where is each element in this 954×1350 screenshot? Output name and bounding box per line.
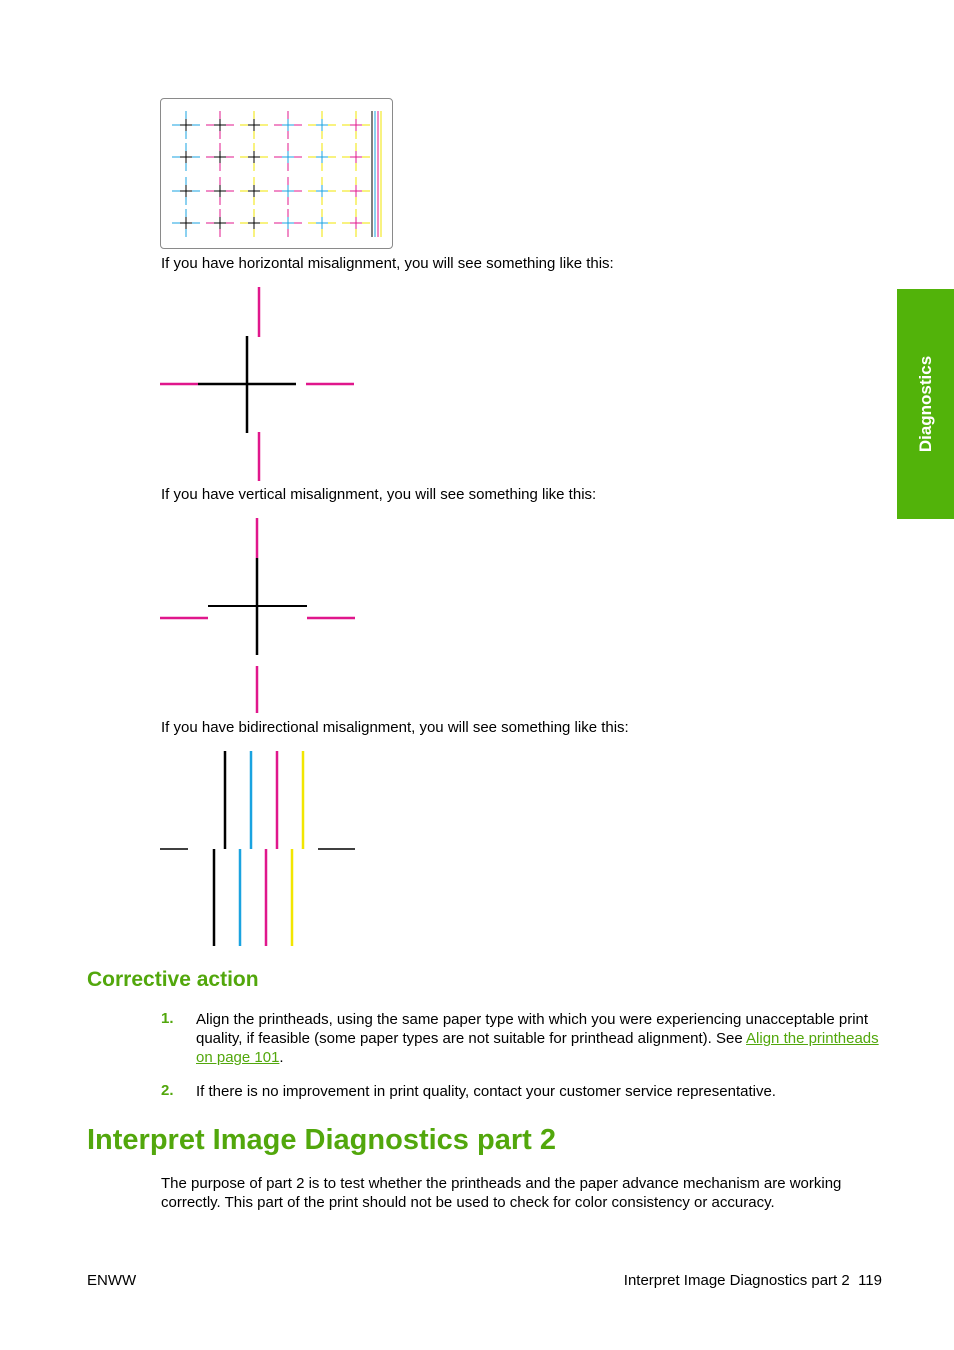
section-body: The purpose of part 2 is to test whether the printheads and the paper advance mechanism are working correctly. This part of the print should not be used to check for color consistency or accuracy. bbox=[161, 1175, 842, 1211]
align-printheads-link[interactable]: Align the printheads on page 101 bbox=[196, 1030, 879, 1066]
bidirectional-misalignment-figure bbox=[160, 751, 360, 947]
list-item-2: If there is no improvement in print quality, contact your customer service representative. bbox=[196, 1083, 776, 1100]
list-number-2: 2. bbox=[161, 1082, 174, 1099]
horizontal-misalignment-figure bbox=[160, 287, 360, 482]
list-item-1 bbox=[196, 1010, 886, 1067]
footer-left: ENWW bbox=[87, 1272, 137, 1289]
page-number: 119 bbox=[858, 1272, 882, 1289]
caption-vertical: If you have vertical misalignment, you will see something like this: bbox=[161, 486, 597, 503]
side-tab-diagnostics bbox=[897, 289, 954, 519]
vertical-misalignment-figure bbox=[160, 518, 360, 714]
list-item-1-end: . bbox=[279, 1049, 284, 1066]
footer-right bbox=[624, 1272, 882, 1289]
caption-bidirectional: If you have bidirectional misalignment, you will see something like this: bbox=[161, 719, 629, 736]
alignment-pattern-thumbnail bbox=[160, 98, 393, 249]
alignment-pattern-graphic bbox=[161, 99, 392, 248]
side-tab-label: Diagnostics bbox=[915, 355, 935, 453]
list-item-1-text: Align the printheads, using the same paper type with which you were experiencing unacceptable print quality, if feasible (some paper types are not suitable for printhead alignment). See bbox=[196, 1011, 869, 1047]
list-number-1: 1. bbox=[161, 1010, 174, 1027]
section-heading: Interpret Image Diagnostics part 2 bbox=[87, 1124, 556, 1156]
caption-horizontal: If you have horizontal misalignment, you will see something like this: bbox=[161, 255, 614, 272]
corrective-action-heading: Corrective action bbox=[87, 968, 259, 991]
footer-title: Interpret Image Diagnostics part 2 bbox=[623, 1272, 850, 1289]
